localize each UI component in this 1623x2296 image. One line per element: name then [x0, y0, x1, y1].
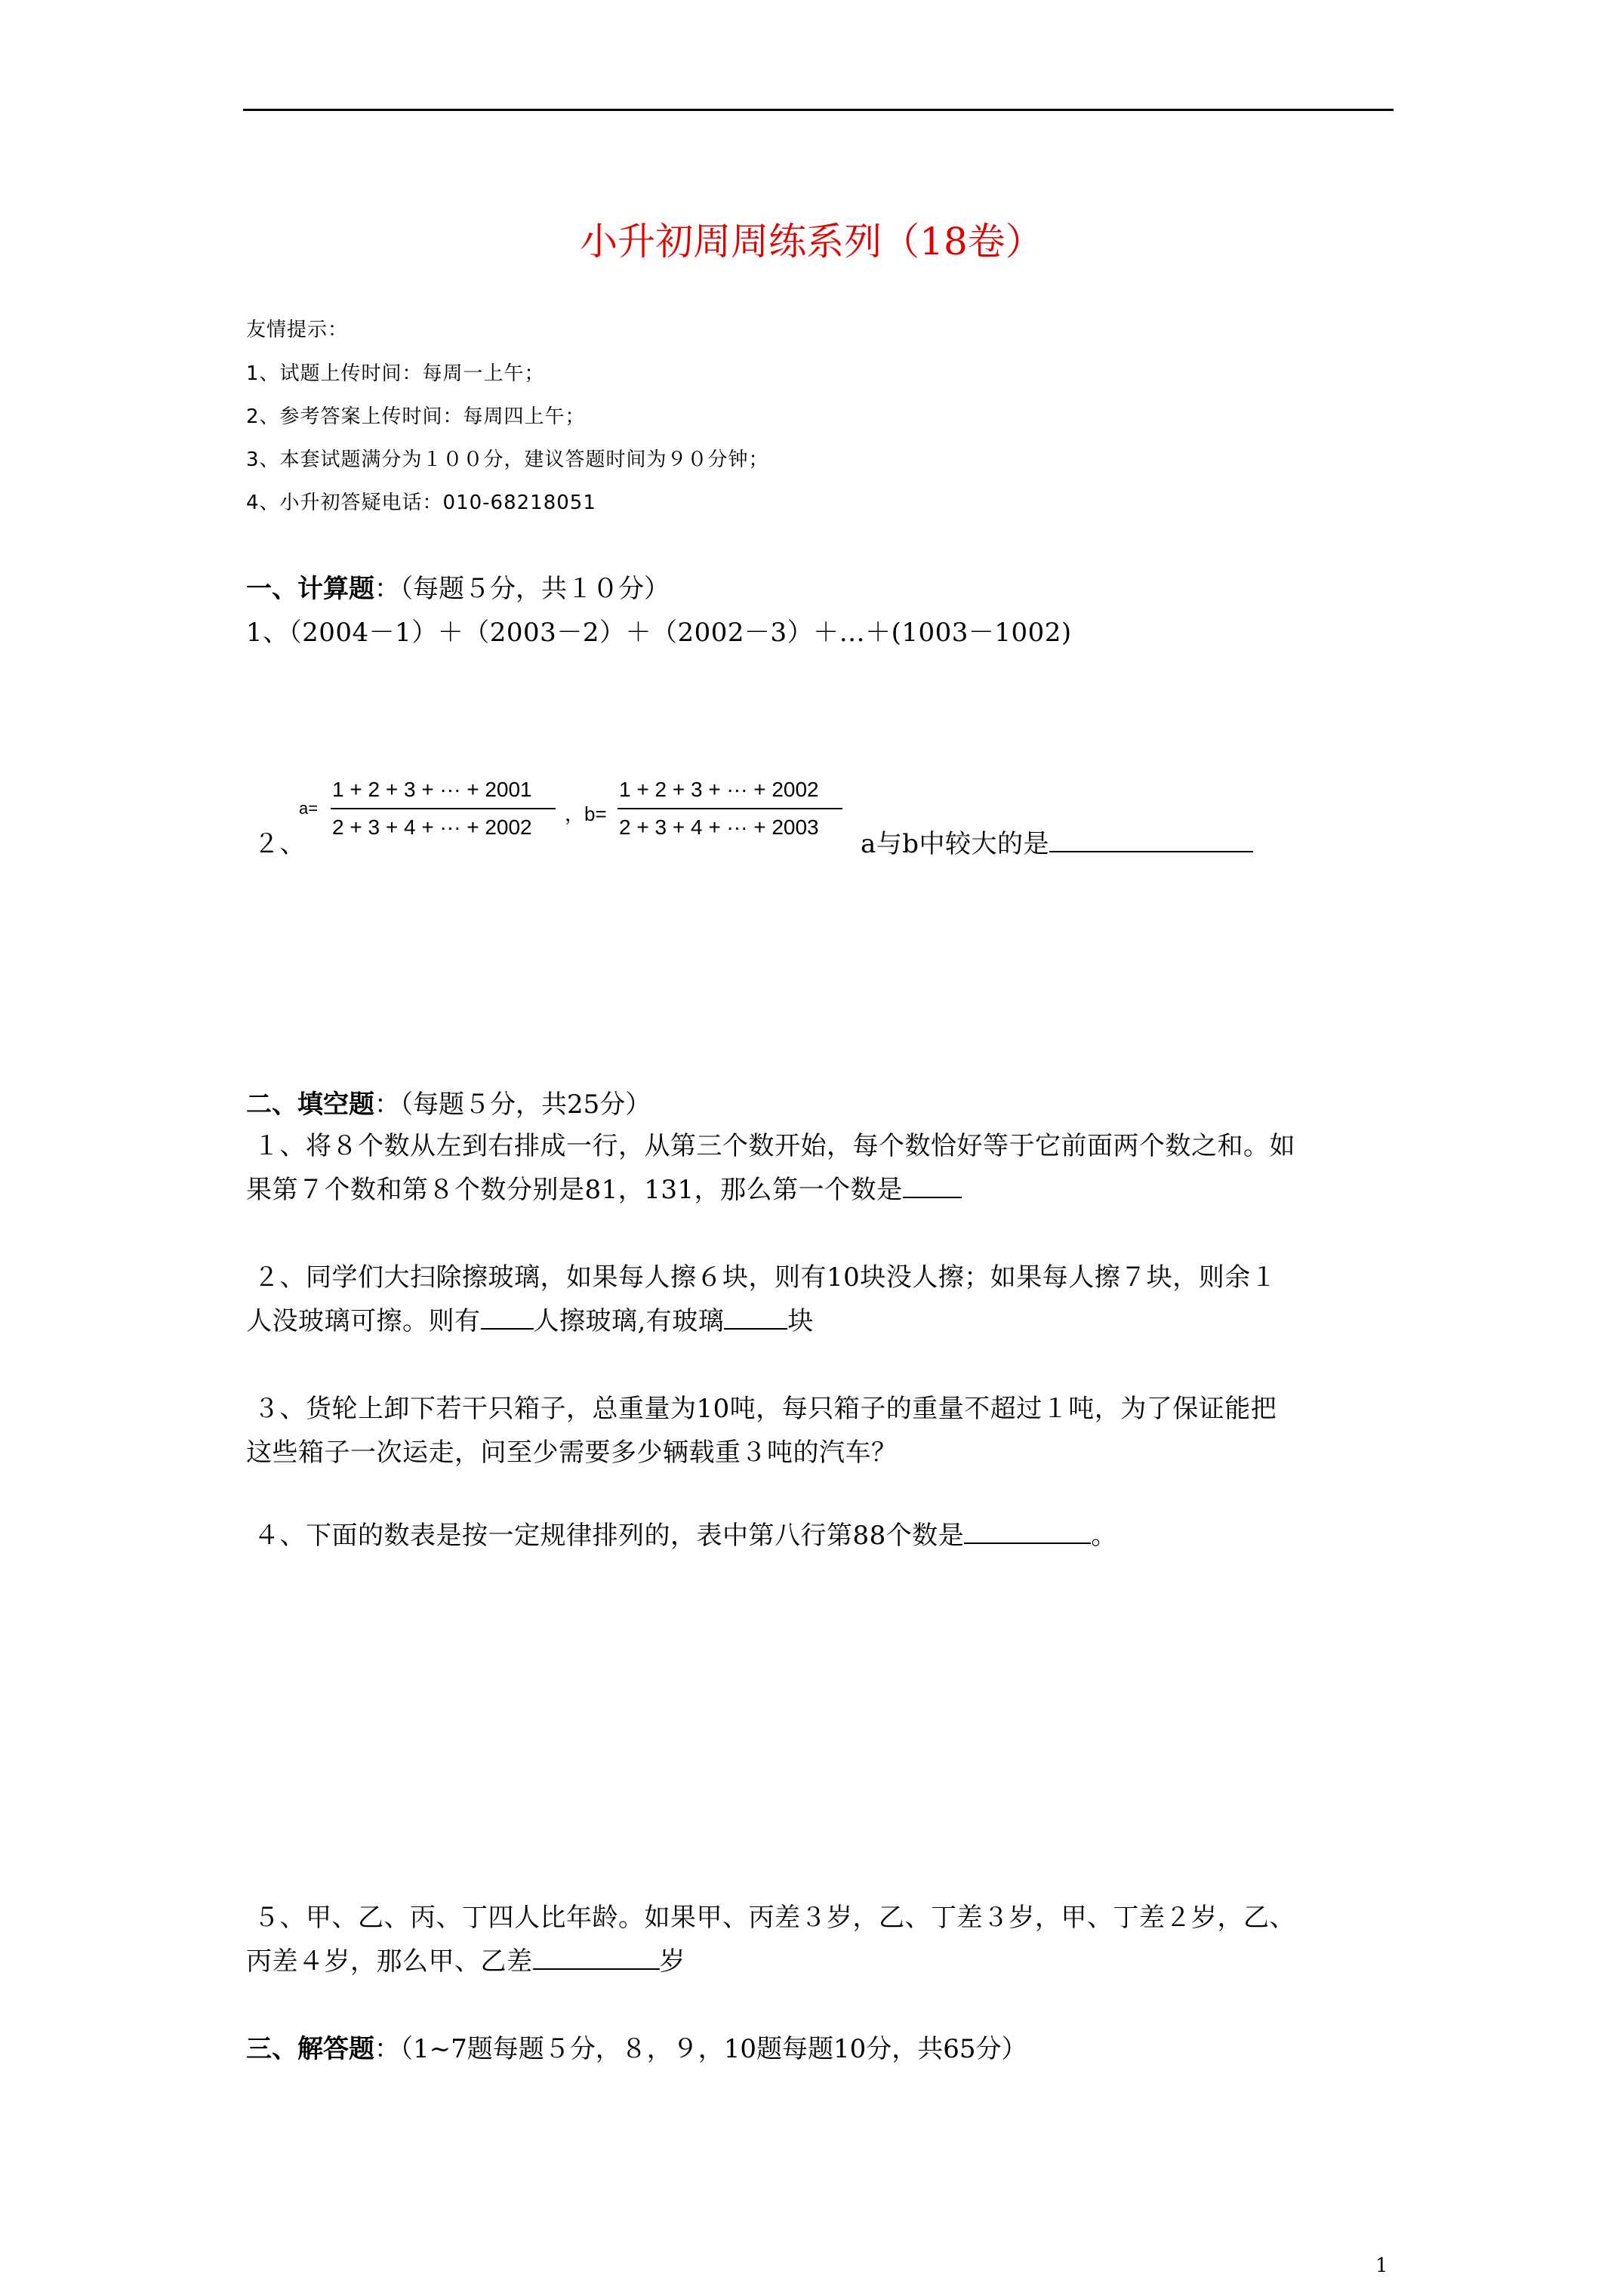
question-text: 人擦玻璃,有玻璃	[533, 1306, 725, 1336]
question-2-text: a与b中较大的是	[861, 829, 1050, 859]
answer-blank[interactable]	[724, 1305, 787, 1330]
answer-blank[interactable]	[481, 1305, 534, 1330]
section2-question-5-line-1: ５、甲、乙、丙、丁四人比年龄。如果甲、丙差３岁，乙、丁差３岁，甲、丁差２岁，乙、	[254, 1903, 1295, 1933]
page-number: 1	[1375, 2254, 1388, 2277]
hint-item: 3、本套试题满分为１００分，建议答题时间为９０分钟；	[246, 448, 769, 471]
section1-heading-rest: ：（每题５分，共１０分）	[374, 574, 670, 604]
section2-heading-rest: ：（每题５分，共25分）	[374, 1089, 651, 1120]
section2-question-4	[254, 1515, 1117, 1552]
fraction-a-numerator: 1 + 2 + 3 + ··· + 2001	[332, 778, 532, 801]
question-text: ４、下面的数表是按一定规律排列的，表中第八行第88个数是	[254, 1521, 965, 1551]
answer-blank[interactable]	[964, 1520, 1091, 1544]
section2-question-3-line-2: 这些箱子一次运走，问至少需要多少辆载重３吨的汽车？	[246, 1438, 898, 1468]
fraction-a	[299, 778, 616, 861]
answer-blank[interactable]	[533, 1946, 660, 1970]
section2-question-1-line-1: １、将８个数从左到右排成一行，从第三个数开始，每个数恰好等于它前面两个数之和。如	[254, 1131, 1295, 1161]
question-text: 丙差４岁，那么甲、乙差	[246, 1946, 533, 1977]
fraction-b-denominator: 2 + 3 + 4 + ··· + 2003	[619, 815, 819, 839]
section1-question-2-tail	[861, 823, 1253, 860]
section2-question-2-line-2	[246, 1300, 814, 1337]
section1-question-1: 1、（2004－1）＋（2003－2）＋（2002－3）＋…＋(1003－1002)	[246, 618, 1072, 648]
section2-question-5-line-2	[246, 1940, 685, 1977]
fraction-a-bar	[331, 808, 556, 809]
question-text: 果第７个数和第８个数分别是81，131，那么第一个数是	[246, 1175, 903, 1205]
section2-question-3-line-1: ３、货轮上卸下若干只箱子，总重量为10吨，每只箱子的重量不超过１吨，为了保证能把	[254, 1394, 1277, 1424]
header-rule	[243, 109, 1394, 111]
fraction-b	[613, 778, 855, 861]
page-title: 小升初周周练系列（18卷）	[580, 220, 1043, 264]
fraction-separator: ，b=	[565, 803, 607, 825]
section3-heading-bold: 三、解答题	[246, 2034, 374, 2064]
question-text: 。	[1091, 1521, 1117, 1551]
question-text: 人没玻璃可擦。则有	[246, 1306, 481, 1336]
fraction-a-label: a=	[299, 799, 319, 818]
answer-blank[interactable]	[1049, 828, 1253, 852]
section1-heading	[246, 568, 670, 605]
question-text: 岁	[659, 1946, 685, 1977]
section1-question-2-number: ２、	[254, 829, 306, 859]
section2-heading-bold: 二、填空题	[246, 1089, 374, 1120]
section2-question-2-line-1: ２、同学们大扫除擦玻璃，如果每人擦６块，则有10块没人擦；如果每人擦７块，则余１	[254, 1262, 1277, 1293]
fraction-a-denominator: 2 + 3 + 4 + ··· + 2002	[332, 815, 532, 839]
section2-heading	[246, 1083, 651, 1120]
hint-item: 1、试题上传时间：每周一上午；	[246, 362, 545, 385]
section2-question-1-line-2	[246, 1169, 962, 1206]
question-text: 块	[787, 1306, 814, 1336]
answer-blank[interactable]	[903, 1174, 962, 1198]
section1-heading-bold: 一、计算题	[246, 574, 374, 604]
section3-heading	[246, 2028, 1027, 2065]
fraction-b-numerator: 1 + 2 + 3 + ··· + 2002	[619, 778, 819, 801]
section3-heading-rest: ：（1~7题每题５分，８，９，10题每题10分，共65分）	[374, 2034, 1027, 2064]
fraction-b-bar	[617, 808, 842, 809]
hint-item: 4、小升初答疑电话：010-68218051	[246, 492, 596, 514]
hints-heading: 友情提示：	[246, 319, 349, 341]
hint-item: 2、参考答案上传时间：每周四上午；	[246, 405, 586, 428]
